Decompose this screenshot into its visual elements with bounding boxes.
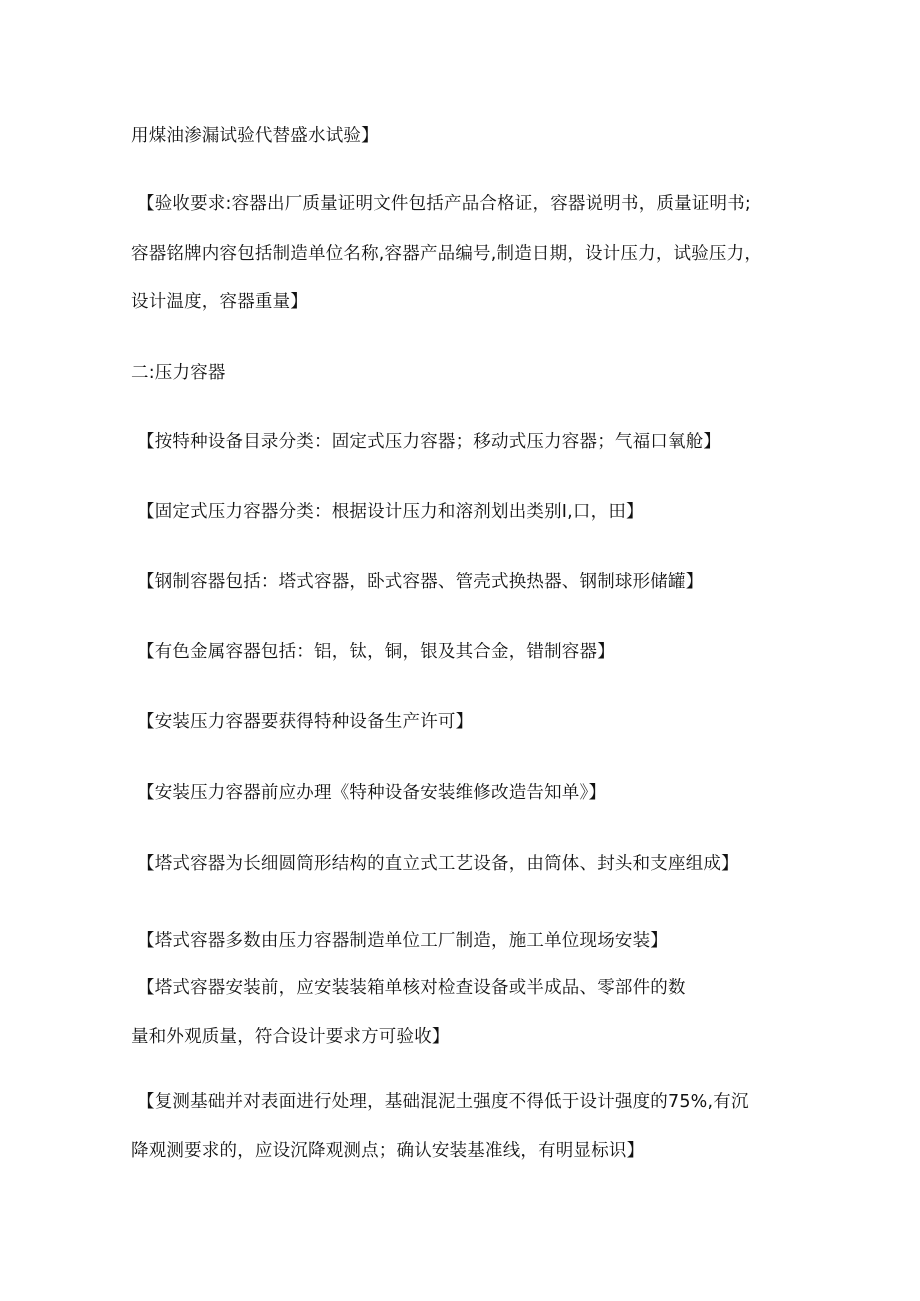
section-heading-pressure-vessels: 二:压力容器 (131, 363, 226, 383)
text-line-steel-vessels: 【钢制容器包括：塔式容器，卧式容器、管壳式换热器、钢制球形储罐】 (137, 572, 704, 592)
text-line-continuation: 用煤油渗漏试验代替盛水试验】 (131, 126, 379, 146)
text-line-fixed-vessel-classification: 【固定式压力容器分类：根据设计压力和溶剂划出类别Ⅰ,口，田】 (137, 502, 644, 522)
text-line-nameplate-contents: 容器铭牌内容包括制造单位名称,容器产品编号,制造日期，设计压力，试验压力， (131, 244, 763, 264)
text-line-installation-license: 【安装压力容器要获得特种设备生产许可】 (137, 712, 474, 732)
text-line-pre-installation-check-end: 量和外观质量，符合设计要求方可验收】 (131, 1027, 450, 1047)
text-line-nonferrous-vessels: 【有色金属容器包括：铝，钛，铜，银及其合金，错制容器】 (137, 642, 615, 662)
text-line-acceptance-requirements: 【验收要求:容器出厂质量证明文件包括产品合格证，容器说明书，质量证明书; (137, 194, 751, 214)
text-line-classification-catalog: 【按特种设备目录分类：固定式压力容器；移动式压力容器；气福口氧舱】 (137, 432, 722, 452)
text-line-installation-notice: 【安装压力容器前应办理《特种设备安装维修改造告知单》】 (137, 783, 607, 803)
text-line-foundation-recheck-end: 降观测要求的，应设沉降观测点；确认安装基准线，有明显标识】 (131, 1141, 645, 1161)
text-line-pre-installation-check: 【塔式容器安装前，应安装装箱单核对检查设备或半成品、零部件的数 (137, 978, 686, 998)
text-line-tower-vessel-structure: 【塔式容器为长细圆筒形结构的直立式工艺设备，由筒体、封头和支座组成】 (137, 854, 739, 874)
text-line-foundation-recheck: 【复测基础并对表面进行处理，基础混泥土强度不得低于设计强度的75%,有沉 (137, 1092, 749, 1112)
text-line-tower-vessel-manufacture: 【塔式容器多数由压力容器制造单位工厂制造，施工单位现场安装】 (137, 931, 668, 951)
text-line-nameplate-contents-end: 设计温度，容器重量】 (131, 292, 308, 312)
